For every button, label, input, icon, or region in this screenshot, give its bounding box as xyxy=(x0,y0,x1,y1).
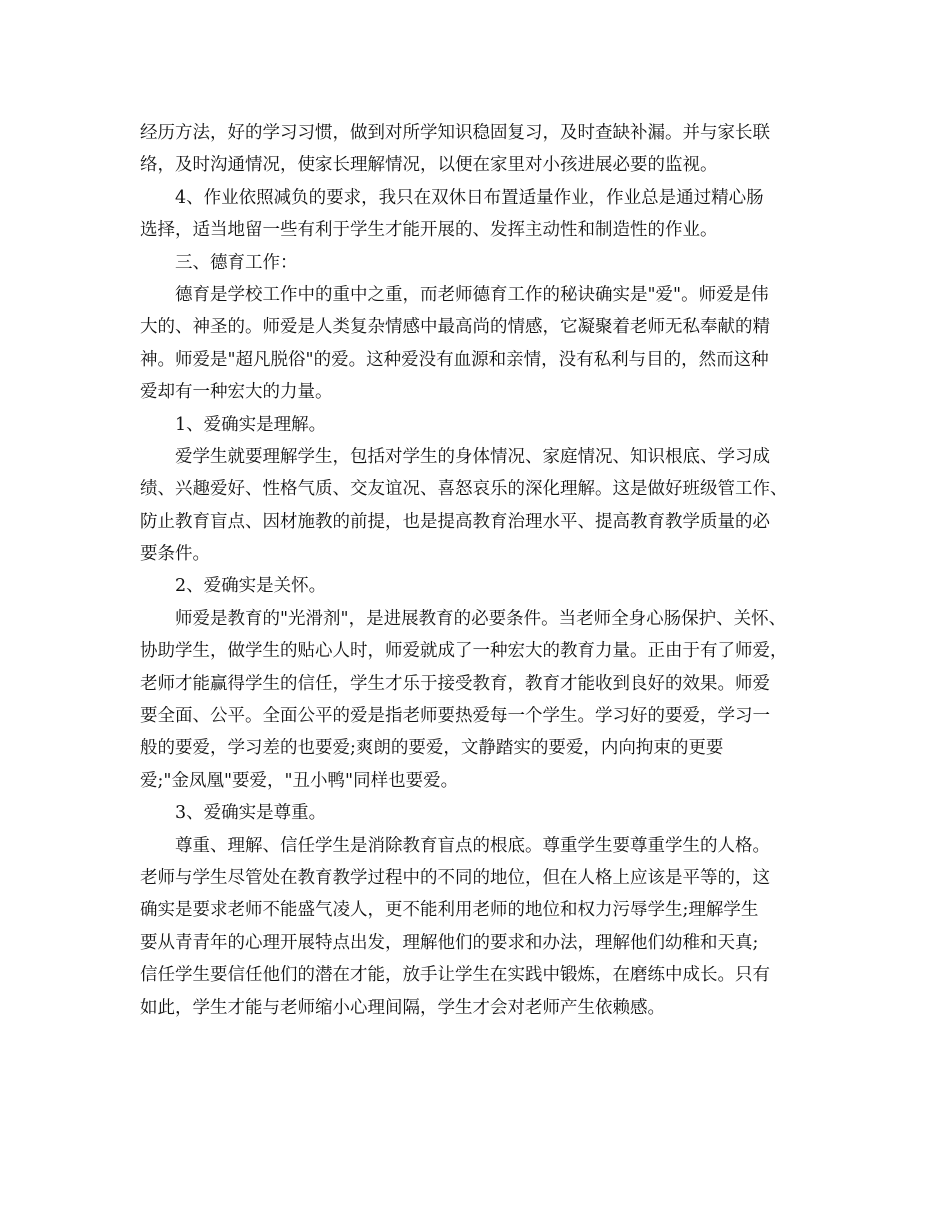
text-line: 要全面、公平。全面公平的爱是指老师要热爱每一个学生。学习好的要爱，学习一 xyxy=(140,706,770,727)
text-line: 要条件。 xyxy=(140,544,210,565)
text-line: 络，及时沟通情况，使家长理解情况，以便在家里对小孩进展必要的监视。 xyxy=(140,155,718,176)
text-line: 尊重、理解、信任学生是消除教育盲点的根底。尊重学生要尊重学生的人格。 xyxy=(175,835,770,856)
text-line: 爱却有一种宏大的力量。 xyxy=(140,382,333,403)
document-body xyxy=(140,117,820,1024)
text-line: 绩、兴趣爱好、性格气质、交友谊况、喜怒哀乐的深化理解。这是做好班级管工作、 xyxy=(140,479,788,500)
text-line: 老师才能赢得学生的信任，学生才乐于接受教育，教育才能收到良好的效果。师爱 xyxy=(140,673,770,694)
text-line: 协助学生，做学生的贴心人时，师爱就成了一种宏大的教育力量。正由于有了师爱， xyxy=(140,641,788,662)
text-line: 爱;"金凤凰"要爱，"丑小鸭"同样也要爱。 xyxy=(140,770,459,791)
text-line: 神。师爱是"超凡脱俗"的爱。这种爱没有血源和亲情，没有私利与目的，然而这种 xyxy=(140,349,769,370)
text-line: 防止教育盲点、因材施教的前提，也是提高教育治理水平、提高教育教学质量的必 xyxy=(140,511,770,532)
text-line: 选择，适当地留一些有利于学生才能开展的、发挥主动性和制造性的作业。 xyxy=(140,220,718,241)
text-line: 要从青青年的心理开展特点出发，理解他们的要求和办法，理解他们幼稚和天真; xyxy=(140,932,759,953)
text-line: 2、爱确实是关怀。 xyxy=(175,576,327,597)
text-line: 德育是学校工作中的重中之重，而老师德育工作的秘诀确实是"爱"。师爱是伟 xyxy=(175,284,769,305)
text-line: 4、作业依照减负的要求，我只在双休日布置适量作业，作业总是通过精心肠 xyxy=(175,187,764,208)
text-line: 般的要爱，学习差的也要爱;爽朗的要爱，文静踏实的要爱，内向拘束的更要 xyxy=(140,738,724,759)
text-line: 老师与学生尽管处在教育教学过程中的不同的地位，但在人格上应该是平等的，这 xyxy=(140,867,770,888)
text-line: 信任学生要信任他们的潜在才能，放手让学生在实践中锻炼，在磨练中成长。只有 xyxy=(140,965,770,986)
text-line: 3、爱确实是尊重。 xyxy=(175,803,327,824)
text-line: 如此，学生才能与老师缩小心理间隔，学生才会对老师产生依赖感。 xyxy=(140,997,665,1018)
text-line: 爱学生就要理解学生，包括对学生的身体情况、家庭情况、知识根底、学习成 xyxy=(175,446,770,467)
text-line: 三、德育工作： xyxy=(175,252,298,273)
text-line: 经历方法，好的学习习惯，做到对所学知识稳固复习，及时查缺补漏。并与家长联 xyxy=(140,123,770,143)
text-line: 大的、神圣的。师爱是人类复杂情感中最高尚的情感，它凝聚着老师无私奉献的精 xyxy=(140,317,770,338)
text-line: 确实是要求老师不能盛气凌人，更不能利用老师的地位和权力污辱学生;理解学生 xyxy=(140,900,759,921)
text-line: 1、爱确实是理解。 xyxy=(175,414,327,435)
text-line: 师爱是教育的"光滑剂"，是进展教育的必要条件。当老师全身心肠保护、关怀、 xyxy=(175,608,787,629)
